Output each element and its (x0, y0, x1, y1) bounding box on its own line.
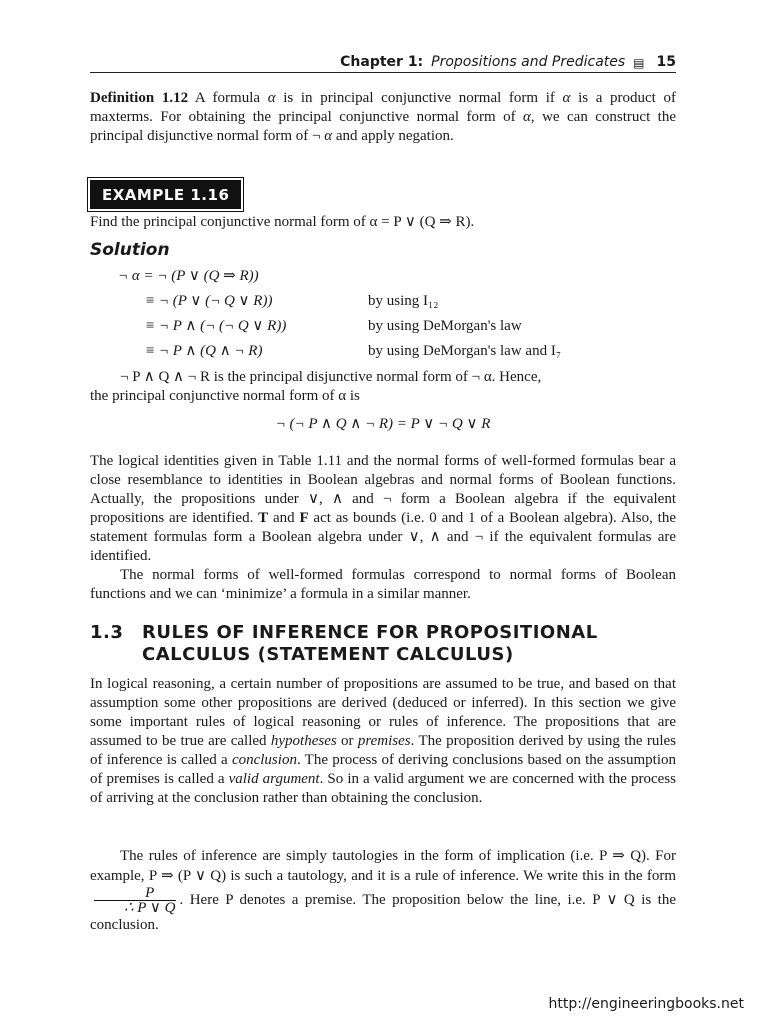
solution-conclusion: ¬ P ∧ Q ∧ ¬ R is the principal disjunctive normal form of ¬ α. Hence, the principal conjunctive normal form of α is (90, 369, 542, 404)
inference-fraction (94, 886, 176, 915)
solution-heading: Solution (90, 240, 170, 260)
example-problem: Find the principal conjunctive normal form of α = P ∨ (Q ⇒ R). (90, 214, 475, 230)
section-number: 1.3 (90, 622, 124, 643)
derivation-reason-4: by using DeMorgan's law and I₇ (368, 343, 562, 359)
chapter-label: Chapter 1: (340, 54, 424, 70)
derivation-step-4: ≡ ¬ P ∧ (Q ∧ ¬ R) (145, 343, 263, 359)
body-paragraph-2: The rules of inference are simply tautologies in the form of implication (i.e. P ⇒ Q). For example, P ⇒ (P ∨ Q) is such a tautology, and it is a rule of inference. We write this in the form $\frac{P}{\therefore P \vee Q}$ . Here P denotes a premise. The proposition below the line, i.e. P ∨ Q is the conclusion. (90, 848, 676, 933)
body-paragraph-1: In logical reasoning, a certain number of propositions are assumed to be true, and based on that assumption some other propositions are derived (deduced or inferred). In this section we give some important rules of logical reasoning or rules of inference. The propositions that are assumed to be true are called hypotheses or premises. The proposition derived by using the rules of inference is called a conclusion. The process of deriving conclusions based on the assumption of premises is called a valid argument. So in a valid argument we are concerned with the process of arriving at the conclusion rather than obtaining the conclusion. (90, 676, 677, 806)
example-banner: EXAMPLE 1.16 (90, 180, 241, 209)
final-equation: ¬ (¬ P ∧ Q ∧ ¬ R) = P ∨ ¬ Q ∨ R (275, 416, 491, 432)
derivation-reason-2: by using I₁₂ (368, 293, 439, 309)
discussion-paragraph-2: The normal forms of well-formed formulas correspond to normal forms of Boolean functions and we can ‘minimize’ a formula in a similar manner. (90, 567, 676, 602)
derivation-reason-3: by using DeMorgan's law (368, 318, 522, 334)
section-title-line-2: CALCULUS (STATEMENT CALCULUS) (142, 644, 514, 665)
page-number: 15 (656, 54, 676, 70)
discussion-paragraph-1: The logical identities given in Table 1.11 and the normal forms of well-formed formulas bear a close resemblance to identities in Boolean algebras and normal forms of Boolean functions. Actually, the propositions under ∨, ∧ and ¬ form a Boolean algebra if the equivalent propositions are identified. T and F act as bounds (i.e. 0 and 1 of a Boolean algebra). Also, the statement formulas form a Boolean algebra under ∨, ∧ and ¬ if the equivalent formulas are identified. (90, 453, 676, 564)
book-icon: ▤ (633, 56, 645, 70)
chapter-subtitle: Propositions and Predicates (431, 54, 626, 70)
section-heading (90, 622, 598, 666)
running-head (90, 50, 676, 73)
fraction-numerator: P (94, 886, 176, 901)
definition-label: Definition 1.12 (90, 90, 189, 106)
definition-paragraph: Definition 1.12 A formula α is in principal conjunctive normal form if α is a product of maxterms. For obtaining the principal conjunctive normal form of α, we can construct the principal disjunctive normal form of ¬ α and apply negation. (90, 90, 676, 144)
section-title-line-1: RULES OF INFERENCE FOR PROPOSITIONAL (142, 622, 598, 643)
derivation-step-2: ≡ ¬ (P ∨ (¬ Q ∨ R)) (145, 293, 273, 309)
derivation-step-3: ≡ ¬ P ∧ (¬ (¬ Q ∨ R)) (145, 318, 287, 334)
footer-url: http://engineeringbooks.net (548, 996, 744, 1012)
derivation-step-1: ¬ α = ¬ (P ∨ (Q ⇒ R)) (118, 268, 259, 284)
fraction-denominator: ∴ P ∨ Q (124, 900, 176, 916)
